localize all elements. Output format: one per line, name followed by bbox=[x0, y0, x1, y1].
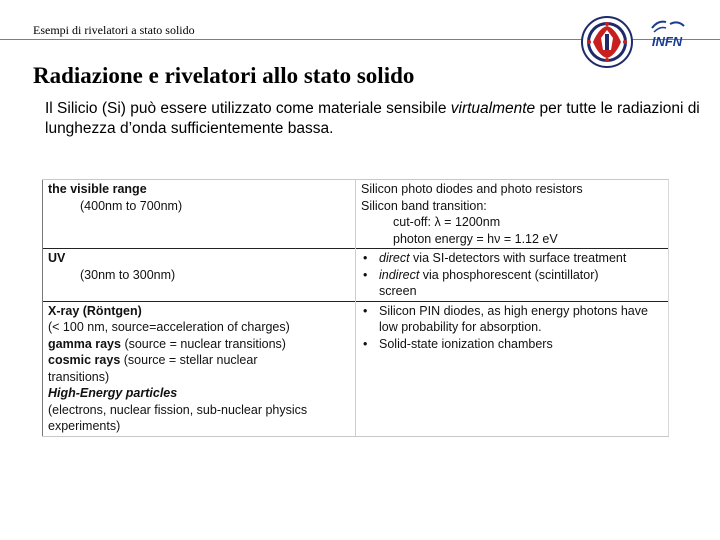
xray-right-cell bbox=[356, 301, 669, 436]
visible-right-cell bbox=[356, 180, 669, 249]
uv-label: UV bbox=[48, 251, 66, 265]
intro-paragraph bbox=[45, 99, 705, 139]
radiation-table bbox=[42, 179, 669, 437]
visible-photon-energy: photon energy = hν = 1.12 eV bbox=[393, 231, 558, 246]
gamma-line: gamma rays (source = nuclear transitions) bbox=[48, 336, 286, 351]
cosmic-cont: transitions) bbox=[48, 369, 110, 384]
hep-label: High-Energy particles bbox=[48, 386, 178, 400]
intro-text-1: Il Silicio (Si) può essere utilizzato come materiale sensibile bbox=[45, 100, 451, 117]
xray-detector-list bbox=[361, 303, 663, 353]
table-row-visible bbox=[43, 180, 669, 249]
xray-label: X-ray (Röntgen) bbox=[48, 303, 142, 318]
visible-cutoff: cut-off: λ = 1200nm bbox=[393, 215, 501, 229]
university-seal-logo bbox=[581, 16, 633, 68]
visible-label: the visible range bbox=[48, 182, 147, 196]
bullet-icon: • bbox=[363, 251, 368, 265]
visible-detector-2: Silicon band transition: bbox=[361, 198, 487, 213]
table-row-xray bbox=[43, 301, 669, 436]
infn-logo-text: INFN bbox=[651, 34, 683, 49]
uv-right-cell bbox=[356, 249, 669, 302]
visible-left-cell bbox=[43, 180, 356, 249]
visible-detector-1: Silicon photo diodes and photo resistors bbox=[361, 182, 583, 196]
uv-detector-list bbox=[361, 250, 663, 300]
uv-range: (30nm to 300nm) bbox=[80, 267, 176, 282]
xray-left-cell bbox=[43, 301, 356, 436]
uv-left-cell bbox=[43, 249, 356, 302]
list-item: • Silicon PIN diodes, as high energy photons have low probability for absorption. bbox=[363, 303, 648, 334]
bullet-icon: • bbox=[363, 303, 368, 318]
visible-range: (400nm to 700nm) bbox=[80, 198, 183, 213]
hep-desc: (electrons, nuclear fission, sub-nuclear physics experiments) bbox=[48, 402, 308, 433]
xray-desc: (< 100 nm, source=acceleration of charges) bbox=[48, 320, 290, 334]
header-title: Esempi di rivelatori a stato solido bbox=[33, 23, 195, 37]
table-row-uv bbox=[43, 249, 669, 302]
bullet-icon: • bbox=[363, 267, 368, 282]
intro-text-2: per tutte le radiazioni di lunghezza d’onda sufficientemente bassa. bbox=[45, 100, 700, 137]
infn-logo bbox=[644, 18, 690, 56]
list-item: • indirect via phosphorescent (scintillator) screen bbox=[363, 267, 599, 298]
cosmic-line: cosmic rays (source = stellar nuclear bbox=[48, 353, 258, 367]
bullet-icon: • bbox=[363, 336, 368, 351]
intro-italic: virtualmente bbox=[450, 100, 536, 117]
list-item: • direct via SI-detectors with surface treatment bbox=[363, 251, 627, 265]
list-item: • Solid-state ionization chambers bbox=[363, 336, 553, 351]
slide-title: Radiazione e rivelatori allo stato solido bbox=[33, 63, 415, 88]
